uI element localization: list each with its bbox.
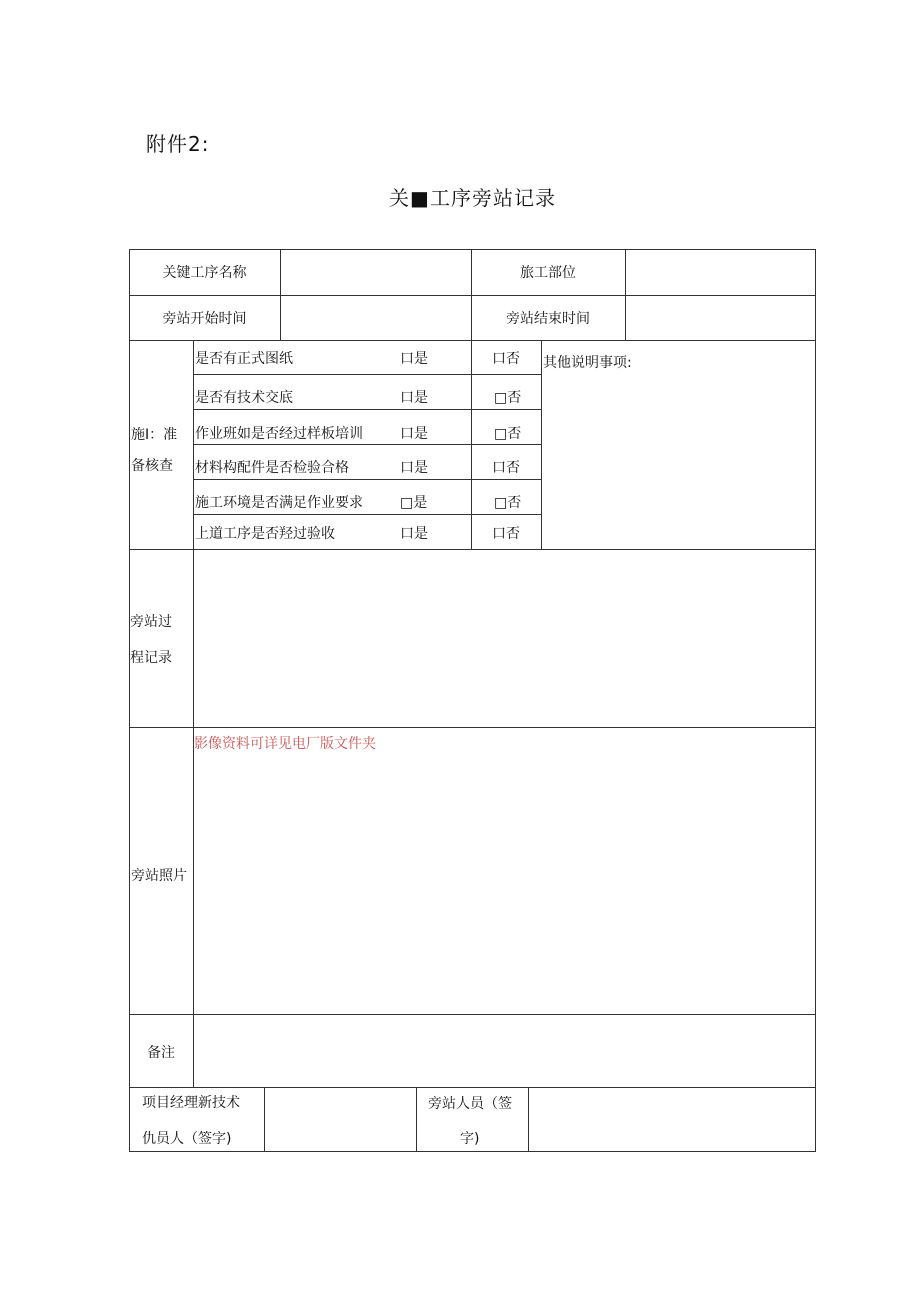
staff-signature-label-line2: 字): [460, 1131, 480, 1147]
check-question: 是否有正式图纸: [195, 351, 293, 367]
process-record-label-line1: 旁站过: [130, 614, 172, 630]
manager-signature-label-line2: 仇员人（签字): [142, 1131, 232, 1147]
row-divider: [129, 295, 816, 296]
manager-signature-field[interactable]: [265, 1088, 416, 1151]
form-title: 关■工序旁站记录: [389, 186, 556, 210]
col-divider: [416, 1087, 417, 1152]
check-no-option[interactable]: □否: [494, 495, 522, 511]
row-divider: [129, 727, 816, 728]
check-no-option[interactable]: 口否: [492, 351, 520, 367]
check-yes-option[interactable]: 口是: [400, 526, 428, 542]
end-time-label: 旁站结束时间: [506, 311, 590, 327]
check-no-option[interactable]: □否: [494, 426, 522, 442]
check-row-divider: [193, 479, 542, 480]
check-question: 施工环境是否满足作业要求: [195, 495, 363, 511]
other-notes-label: 其他说明事项:: [543, 355, 632, 371]
remarks-field[interactable]: [194, 1015, 815, 1087]
col-divider: [625, 249, 626, 340]
check-no-option[interactable]: 口否: [492, 460, 520, 476]
staff-signature-label-line1: 旁站人员（签: [428, 1096, 512, 1112]
prep-check-label-line2: 备核查: [131, 458, 173, 474]
check-row-divider: [193, 409, 542, 410]
check-no-option[interactable]: □否: [494, 390, 522, 406]
attachment-label: 附件2:: [146, 132, 210, 156]
check-row-divider: [193, 374, 542, 375]
photos-note: 影像资料可详见电厂版文件夹: [194, 736, 376, 752]
check-yes-option[interactable]: 口是: [400, 390, 428, 406]
row-divider: [129, 340, 816, 341]
check-question: 作业班如是否经过样板培训: [195, 426, 363, 442]
process-name-label: 关键工序名称: [162, 265, 247, 281]
col-divider: [471, 340, 472, 549]
start-time-label: 旁站开始时间: [162, 311, 247, 327]
col-divider: [280, 249, 281, 340]
check-question: 是否有技术交底: [195, 390, 293, 406]
check-yes-option[interactable]: 口是: [400, 351, 428, 367]
check-row-divider: [193, 514, 542, 515]
process-record-field[interactable]: [194, 550, 815, 727]
col-divider: [541, 340, 542, 549]
check-yes-option[interactable]: 口是: [400, 426, 428, 442]
remarks-label: 备注: [147, 1045, 175, 1061]
check-yes-option[interactable]: 口是: [400, 460, 428, 476]
check-question: 材料构配件是否检验合格: [195, 460, 349, 476]
process-record-label-line2: 程记录: [130, 650, 172, 666]
staff-signature-field[interactable]: [529, 1088, 815, 1151]
photos-label: 旁站照片: [131, 868, 187, 884]
check-yes-option[interactable]: □是: [400, 495, 428, 511]
manager-signature-label-line1: 项目经理新技术: [142, 1095, 240, 1111]
prep-check-label-line1: 施I：准: [131, 427, 178, 443]
check-question: 上道工序是否羟过验收: [195, 526, 335, 542]
check-no-option[interactable]: 口否: [492, 526, 520, 542]
part-label: 旅工部位: [520, 265, 576, 281]
check-row-divider: [193, 444, 542, 445]
